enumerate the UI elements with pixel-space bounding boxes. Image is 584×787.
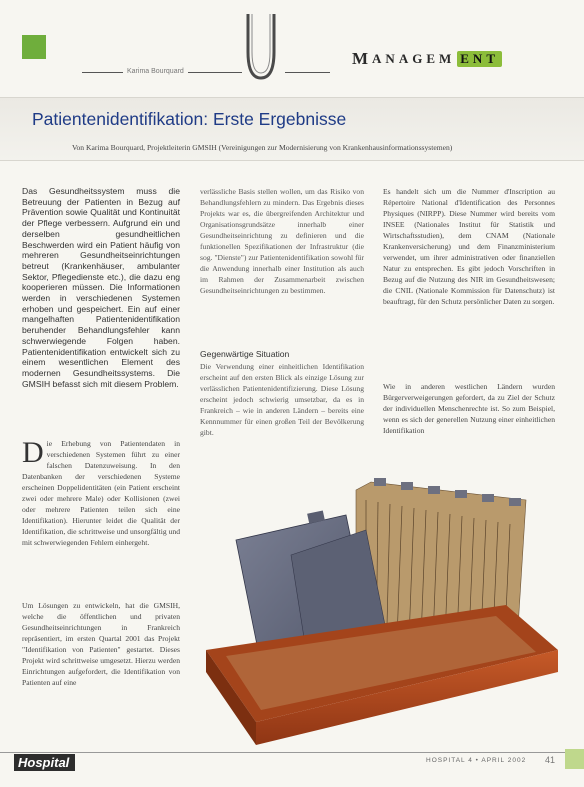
drop-cap: D xyxy=(22,436,44,469)
column-1-paragraph-2 xyxy=(22,438,180,548)
article-byline: Von Karima Bourquard, Projektleiterin GMSIH (Vereinigungen zur Modernisierung von Krankenhausinformationssystemen) xyxy=(72,143,453,152)
section-color-square xyxy=(22,35,46,59)
column-3-paragraph-1: Es handelt sich um die Nummer d'Inscription au Répertoire National d'Identification des Personnes Physiques (NIRPP). Diese Nummer wird bereits vom INSEE (Nationales Institut für Statistik und Wirtschaftsstudien), dem CNAM (Nationale Krankenversicherung) und dem Finanzministerium verwendet, um ihrer administrativen oder finanziellen Natur zu entsprechen. Es gibt jedoch Vorschriften in Bezug auf die Nutzung des NIR im Gesundheitswesen; die CNIL (Nationale Kommission für Datenschutz) ist beauftragt, für den Schutz persönlicher Daten zu sorgen. xyxy=(383,187,555,306)
magazine-logo: Hospital xyxy=(14,754,75,771)
section-label-initial: M xyxy=(352,49,373,68)
card-file-box-image xyxy=(196,460,568,750)
issue-info: HOSPITAL 4 • APRIL 2002 xyxy=(426,757,527,764)
section-label-middle: ANAGEM xyxy=(372,51,456,66)
page-corner-tab xyxy=(565,749,584,769)
hook-decoration-icon xyxy=(238,12,284,82)
column-1-paragraph-3: Um Lösungen zu entwickeln, hat die GMSIH, welche die öffentlichen und privaten Gesundheitseinrichtungen in Frankreich repräsentiert, im ersten Quartal 2001 das Projekt "Identifikation von Patienten" gestartet. Dieses Projekt wird schrittweise umgesetzt. Hierzu werden Einrichtungen aufgefordert, die Identifikation von Patienten auf eine xyxy=(22,601,180,687)
column-2-paragraph-1: verlässliche Basis stellen wollen, um das Risiko von Behandlungsfehlern zu mindern. Das Ergebnis dieses Projekts war es, die übergreifenden Architektur und Organisationsgrundsätze innerhalb einer Gesundheitseinrichtung zu definieren und die funktionellen Spezifikationen der Infrastruktur (die sog. "Dienste") zur Patientenidentifikation sowohl für die Anwendung innerhalb einer Institution als auch im Rahmen der Zusammenarbeit zwischen Gesundheitseinrichtungen zu bestimmen. xyxy=(200,187,364,295)
section-label xyxy=(352,50,502,68)
header-author: Karima Bourquard xyxy=(123,68,188,75)
column-2-subheading: Gegenwärtige Situation xyxy=(200,349,290,359)
column-3-paragraph-2: Wie in anderen westlichen Ländern wurden Bürgerverweigerungen gefordert, da zu Ziel der Schutz der individuellen Menschenrechte ist. So zum Beispiel, wenn es sich der generellen Nutzung einer einheitlichen Identifikation xyxy=(383,382,555,435)
footer-rule xyxy=(0,752,584,753)
header-rule-right xyxy=(285,72,330,73)
column-1-intro: Das Gesundheitssystem muss die Betreuung der Patienten in Bezug auf Prävention sowie Qualität und Kontinuität der Pflege verbessern. Aufgrund ein und derselben gesundheitlichen Beschwerden wird ein Patient häufig von mehreren Gesundheitseinrichtungen betreut (Krankenhäuser, ambulanter Sektor, Pflegedienste etc.), die dazu eng kooperieren müssen. Die Informationen werden in verschiedenen Systemen erhoben und gespeichert. Ein auf einer mangelhaften Patientenidentifikation beruhender Behandlungsfehler kann schwerwiegende Folgen haben. Patientenidentifikation entwickelt sich zu einem wesentlichen Element des modernen Gesundheitssystems. Die GMSIH befasst sich mit diesem Problem. xyxy=(22,186,180,389)
column-2-paragraph-2: Die Verwendung einer einheitlichen Identifikation erscheint auf den ersten Blick als einzige Lösung zur verlässlichen Patientenidentifizierung. Diese Lösung erscheint jedoch schwierig umsetzbar, da es in Frankreich – wie in anderen Ländern – bereits eine Kennnummer für einen großen Teil der Bevölkerung gibt. xyxy=(200,362,364,437)
article-title: Patientenidentifikation: Erste Ergebnisse xyxy=(32,109,347,129)
section-label-highlight: ENT xyxy=(457,51,502,67)
column-1-paragraph-2-text: ie Erhebung von Patientendaten in verschiedenen Systemen führt zu einer falschen Datenzuweisung. In den Datenbanken der verschiedenen Systeme erscheinen Doppelidentitäten (ein Patient erscheint zwei oder mehrere Male) oder Kollisionen (zwei oder mehrere Patienten teilen sich eine Identifikation). Hierunter leidet die Qualität der Identifikation, die schrittweise und unsorgfältig und mit schwerwiegenden Fehlern einhergeht. xyxy=(22,439,180,547)
page-number: 41 xyxy=(545,755,556,765)
